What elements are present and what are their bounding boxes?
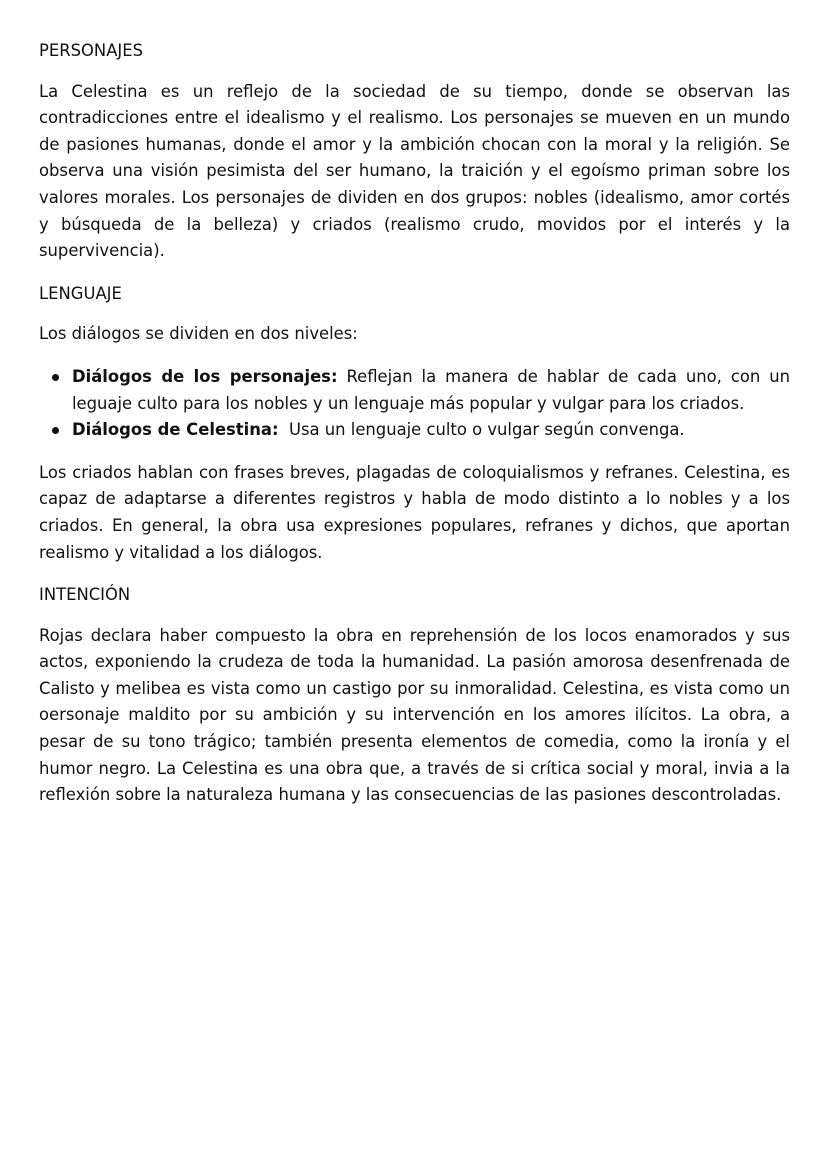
section-heading-personajes: PERSONAJES [39,41,144,60]
section-personajes [39,38,790,265]
section-lenguaje [39,281,796,566]
bullet-item-celestina [39,417,790,444]
bullet-dot-icon [52,427,59,434]
bullet-dot-icon [52,374,59,381]
bullet-list-dialogos [39,364,796,444]
bullet-text: Usa un lenguaje culto o vulgar según convenga. [278,420,685,440]
section-heading-lenguaje: LENGUAJE [39,283,122,303]
bullet-item-personajes [39,364,796,417]
paragraph-lenguaje: Los criados hablan con frases breves, plagadas de coloquialismos y refranes. Celestina, es capaz de adaptarse a diferentes registros y habla de modo distinto a lo nobles y a los criados. En general, la obra usa expresiones populares, refranes y dichos, que aportan realismo y vitalidad a los diálogos. [39,462,790,562]
bullet-title: Diálogos de los personajes: [72,366,338,386]
paragraph-intencion: Rojas declara haber compuesto la obra en reprehensión de los locos enamorados y sus actos, exponiendo la crudeza de toda la humanidad. La pasión amorosa desenfrenada de Calisto y melibea es vista como un castigo por su inmoralidad. Celestina, es vista como un oersonaje maldito por su ambición y su intervención en los amores ilícitos. La obra, a pesar de su tono trágico; también presenta elementos de comedia, como la ironía y el humor negro. La Celestina es una obra que, a través de si crítica social y moral, invia a la reflexión sobre la naturaleza humana y las consecuencias de las pasiones descontroladas. [39,625,790,805]
paragraph-personajes: La Celestina es un reflejo de la sociedad de su tiempo, donde se observan las contradicciones entre el idealismo y el realismo. Los personajes se mueven en un mundo de pasiones humanas, donde el amor y la ambición chocan con la moral y la religión. Se observa una visión pesimista del ser humano, la traición y el egoísmo priman sobre los valores morales. Los personajes de dividen en dos grupos: nobles (idealismo, amor cortés y búsqueda de la belleza) y criados (realismo crudo, movidos por el interés y la supervivencia). [39,81,790,261]
section-intencion [39,582,790,809]
section-heading-intencion: INTENCIÓN [39,585,131,605]
paragraph-lenguaje-intro: Los diálogos se dividen en dos niveles: [39,324,358,344]
bullet-text: Reflejan la manera de hablar de cada uno, con un leguaje culto para los nobles y un lenguaje más popular y vulgar para los criados. [72,366,796,413]
document-page [39,38,796,825]
bullet-title: Diálogos de Celestina: [72,420,279,440]
